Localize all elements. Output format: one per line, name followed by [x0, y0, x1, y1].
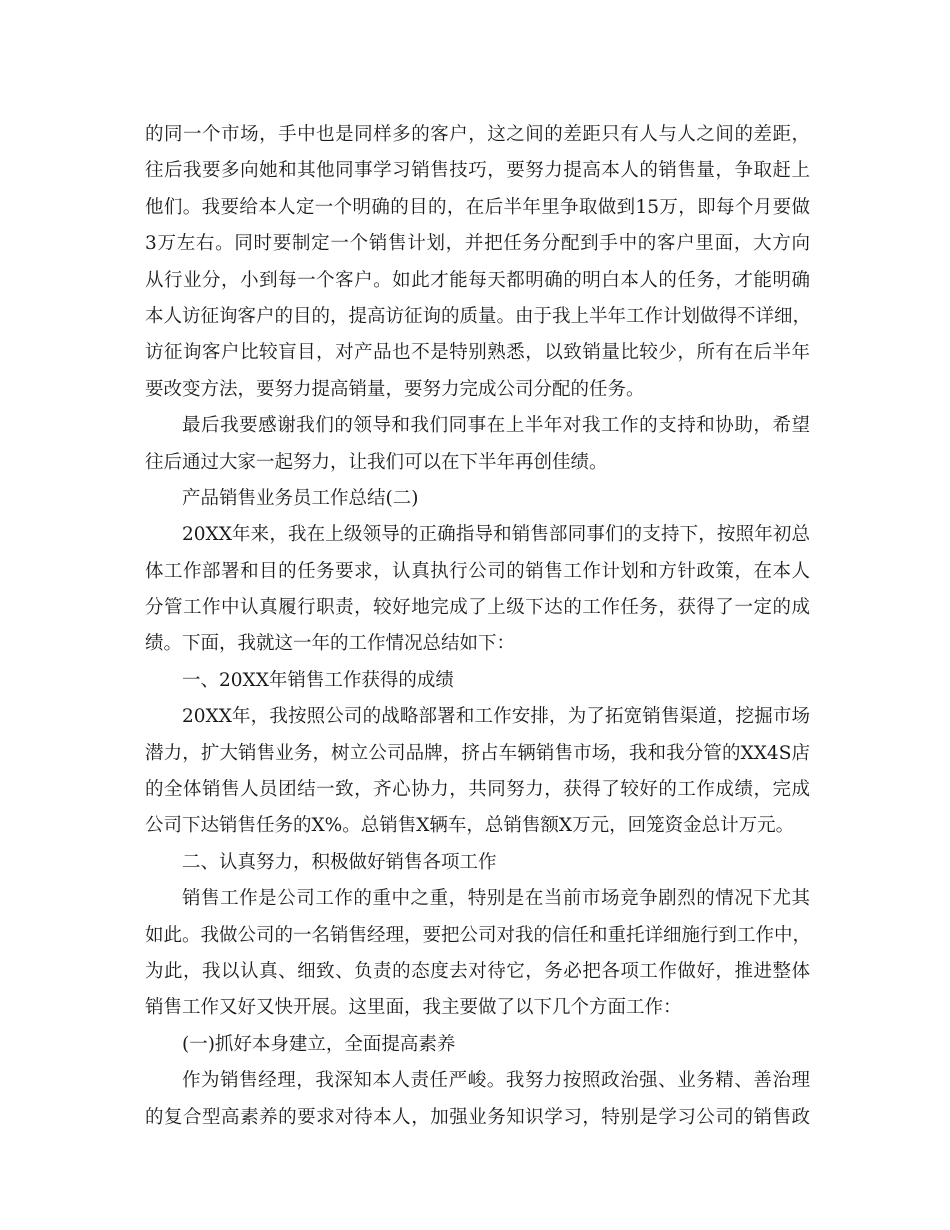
paragraph-line: 作为销售经理，我深知本人责任严峻。我努力按照政治强、业务精、善治理: [182, 1070, 810, 1092]
paragraph-line: 绩。下面，我就这一年的工作情况总结如下：: [145, 633, 516, 655]
paragraph-line: 为此，我以认真、细致、负责的态度去对待它，务必把各项工作做好，推进整体: [145, 960, 810, 982]
section-heading: 产品销售业务员工作总结(二): [182, 487, 419, 509]
section-heading: 一、20XX年销售工作获得的成绩: [182, 669, 454, 691]
paragraph-line: 潜力，扩大销售业务，树立公司品牌，挤占车辆销售市场，我和我分管的XX4S店: [145, 742, 810, 764]
paragraph-line: 分管工作中认真履行职责，较好地完成了上级下达的工作任务，获得了一定的成: [145, 597, 810, 619]
paragraph-line: 3万左右。同时要制定一个销售计划，并把任务分配到手中的客户里面，大方向: [145, 233, 810, 255]
paragraph-line: 销售工作是公司工作的重中之重，特别是在当前市场竞争剧烈的情况下尤其: [182, 888, 810, 910]
paragraph-line: 他们。我要给本人定一个明确的目的，在后半年里争取做到15万，即每个月要做: [145, 196, 810, 218]
paragraph-line: 要改变方法，要努力提高销量，要努力完成公司分配的任务。: [145, 378, 645, 400]
paragraph-line: 的复合型高素养的要求对待本人，加强业务知识学习，特别是学习公司的销售政: [145, 1106, 810, 1128]
paragraph-line: 往后我要多向她和其他同事学习销售技巧，要努力提高本人的销售量，争取赶上: [145, 160, 810, 182]
document-body: [145, 117, 810, 1136]
paragraph-line: 销售工作又好又快开展。这里面，我主要做了以下几个方面工作：: [145, 997, 682, 1019]
paragraph-line: 公司下达销售任务的X%。总销售X辆车，总销售额X万元，回笼资金总计万元。: [145, 815, 795, 837]
paragraph-line: 本人访征询客户的目的，提高访征询的质量。由于我上半年工作计划做得不详细，: [145, 305, 812, 327]
paragraph-line: 体工作部署和目的任务要求，认真执行公司的销售工作计划和方针政策，在本人: [145, 560, 810, 582]
section-heading: 二、认真努力，积极做好销售各项工作: [182, 851, 497, 873]
paragraph-line: 最后我要感谢我们的领导和我们同事在上半年对我工作的支持和协助，希望: [182, 415, 810, 437]
paragraph-line: 往后通过大家一起努力，让我们可以在下半年再创佳绩。: [145, 451, 608, 473]
paragraph-line: 的全体销售人员团结一致，齐心协力，共同努力，获得了较好的工作成绩，完成: [145, 779, 810, 801]
paragraph-line: 如此。我做公司的一名销售经理，要把公司对我的信任和重托详细施行到工作中，: [145, 924, 812, 946]
paragraph-line: 20XX年，我按照公司的战略部署和工作安排，为了拓宽销售渠道，挖掘市场: [182, 706, 810, 728]
paragraph-line: 从行业分，小到每一个客户。如此才能每天都明确的明白本人的任务，才能明确: [145, 269, 810, 291]
paragraph-line: 20XX年来，我在上级领导的正确指导和销售部同事们的支持下，按照年初总: [182, 524, 810, 546]
paragraph-line: 访征询客户比较盲目，对产品也不是特别熟悉，以致销量比较少，所有在后半年: [145, 342, 810, 364]
section-heading: (一)抓好本身建立，全面提高素养: [182, 1033, 456, 1055]
paragraph-line: 的同一个市场，手中也是同样多的客户，这之间的差距只有人与人之间的差距，: [145, 124, 810, 145]
